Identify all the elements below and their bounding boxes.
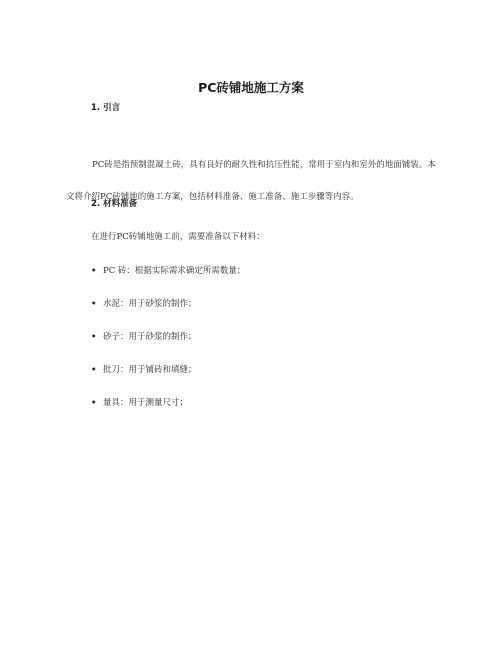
list-item — [91, 331, 197, 343]
introduction-paragraph: PC砖是指预制混凝土砖，具有良好的耐久性和抗压性能，常用于室内和室外的地面铺装。本文将介绍PC砖铺地的施工方案，包括材料准备、施工准备、施工步骤等内容。 — [66, 160, 436, 202]
bullet-icon: • — [91, 299, 97, 309]
bullet-icon: • — [91, 398, 97, 408]
list-item — [91, 298, 197, 310]
list-item-text: PC 砖：根据实际需求确定所需数量； — [103, 266, 246, 276]
materials-intro-paragraph: 在进行PC砖铺地施工前，需要准备以下材料： — [91, 232, 265, 242]
section-heading-introduction: 1. 引言 — [91, 103, 121, 113]
bullet-icon: • — [91, 332, 97, 342]
list-item-text: 砂子：用于砂浆的制作； — [103, 332, 197, 342]
list-item — [91, 265, 245, 277]
bullet-icon: • — [91, 365, 97, 375]
list-item — [91, 397, 188, 409]
list-item-text: 批刀：用于铺砖和填缝； — [103, 365, 197, 375]
section-heading-materials: 2. 材料准备 — [91, 199, 138, 209]
list-item — [91, 364, 197, 376]
bullet-icon: • — [91, 266, 97, 276]
document-title: PC砖铺地施工方案 — [198, 80, 304, 95]
list-item-text: 量具：用于测量尺寸； — [103, 398, 189, 408]
list-item-text: 水泥：用于砂浆的制作； — [103, 299, 197, 309]
